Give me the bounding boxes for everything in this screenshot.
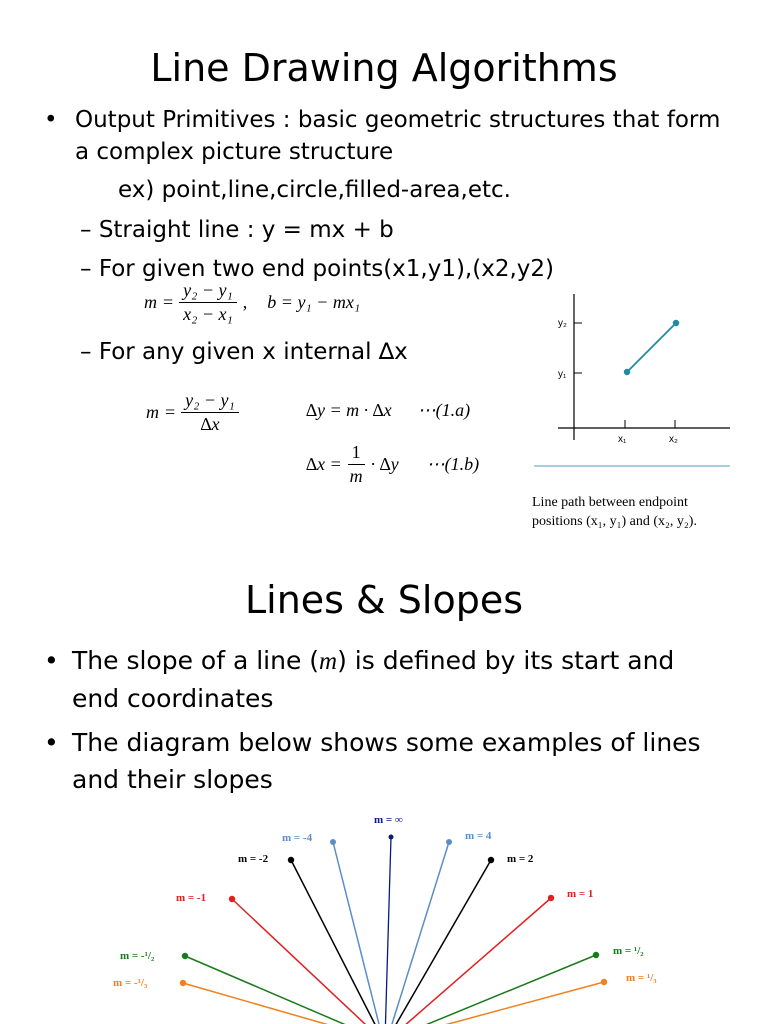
endpoint-neg-half xyxy=(182,953,188,959)
slope-line-neg-half xyxy=(185,956,381,1024)
slope-line-pos-third xyxy=(389,982,604,1024)
label-pos-third: m = ¹/₃ xyxy=(626,972,657,984)
bullet-output-primitives xyxy=(44,104,744,168)
example-text: ex) point,line,circle,filled-area,etc. xyxy=(118,177,511,203)
dash: – xyxy=(80,217,92,243)
endpoint-neg1 xyxy=(229,896,235,902)
eq-fraction xyxy=(346,442,367,487)
eq-m: m xyxy=(146,402,159,422)
bullet-dot: • xyxy=(44,728,59,757)
slope-line-neg2 xyxy=(291,860,383,1024)
tick-y2-label: y₂ xyxy=(558,318,567,329)
bullet-text-line2: a complex picture structure xyxy=(75,139,394,165)
sub-bullet-delta-x xyxy=(80,336,408,368)
bullet-line2: and their slopes xyxy=(72,765,273,794)
label-neg-half: m = -¹/₂ xyxy=(120,950,155,962)
eq-denominator: m xyxy=(349,466,363,486)
eq-denominator: x₂ − x₁ xyxy=(183,304,233,324)
equation-slope-endpoints xyxy=(144,280,360,325)
figure-caption xyxy=(532,493,697,531)
eq-numerator: y₂ − y₁ xyxy=(181,390,239,413)
slope-line-pos4 xyxy=(387,842,449,1024)
slope-line-pos-half xyxy=(389,955,596,1024)
label-neg-third: m = -¹/₃ xyxy=(113,977,148,989)
equation-1b xyxy=(306,442,479,487)
tick-x1-label: x₁ xyxy=(618,434,627,445)
eq-m: m xyxy=(144,292,157,312)
label-pos1: m = 1 xyxy=(567,888,594,900)
endpoint-inf xyxy=(389,835,394,840)
line-path-figure xyxy=(530,290,740,470)
slide1-title: Line Drawing Algorithms xyxy=(150,46,618,90)
endpoint-pos2 xyxy=(488,857,494,863)
label-pos4: m = 4 xyxy=(465,830,492,842)
bullet-dot: • xyxy=(44,646,59,675)
endpoint-neg4 xyxy=(330,839,336,845)
bullet-line1: The diagram below shows some examples of lines xyxy=(72,728,701,757)
endpoint-2 xyxy=(673,320,679,326)
equation-1a xyxy=(306,400,470,421)
bullet-dot: • xyxy=(44,107,58,133)
sub-bullet-text: Straight line : y = mx + b xyxy=(98,217,394,243)
endpoint-pos-third xyxy=(601,979,607,985)
eq-ref: ⋯(1.b) xyxy=(426,454,480,474)
label-neg4: m = -4 xyxy=(282,832,313,844)
caption-line2: positions (x₁, y₁) and (x₂, y₂). xyxy=(532,514,697,529)
sub-bullet-text: For any given x internal ∆x xyxy=(98,339,408,365)
eq-equals: = xyxy=(165,402,176,422)
dash: – xyxy=(80,339,92,365)
text-post: ) is defined by its start and xyxy=(337,646,675,675)
endpoint-pos-half xyxy=(593,952,599,958)
endpoint-pos1 xyxy=(548,895,554,901)
tick-y1-label: y₁ xyxy=(558,369,567,380)
slope-line-neg-third xyxy=(183,983,381,1024)
endpoint-pos4 xyxy=(446,839,452,845)
eq-numerator: y₂ − y₁ xyxy=(179,280,237,303)
bullet-text-line1: Output Primitives : basic geometric structures that form xyxy=(75,107,721,133)
tick-x2-label: x₂ xyxy=(669,434,678,445)
sub-bullet-straight-line xyxy=(80,214,394,246)
slopes-diagram xyxy=(0,800,768,1024)
line-path xyxy=(627,323,676,372)
eq-numerator: 1 xyxy=(348,442,365,465)
bullet-slope-definition xyxy=(44,642,744,717)
eq-denominator: ∆x xyxy=(200,414,220,434)
equation-slope-delta xyxy=(146,390,239,435)
label-pos2: m = 2 xyxy=(507,853,534,865)
label-inf: m = ∞ xyxy=(374,814,403,826)
eq-expr: ∆y = m · ∆x xyxy=(306,400,392,420)
label-neg2: m = -2 xyxy=(238,853,269,865)
slope-line-pos2 xyxy=(387,860,491,1024)
dash: – xyxy=(80,256,92,282)
eq-fraction xyxy=(179,280,237,325)
eq-lhs: ∆x = xyxy=(306,454,342,474)
bullet-line1 xyxy=(72,642,744,680)
eq-comma: , xyxy=(242,292,248,312)
eq-rhs: · ∆y xyxy=(370,454,399,474)
eq-intercept: b = y₁ − mx₁ xyxy=(267,292,361,312)
endpoint-1 xyxy=(624,369,630,375)
slide2-title: Lines & Slopes xyxy=(244,578,523,622)
eq-ref: ⋯(1.a) xyxy=(417,400,471,420)
text-pre: The slope of a line ( xyxy=(72,646,320,675)
slope-line-inf xyxy=(385,837,391,1024)
eq-equals: = xyxy=(163,292,174,312)
sub-bullet-text: For given two end points(x1,y1),(x2,y2) xyxy=(98,256,554,282)
slope-line-neg1 xyxy=(232,899,382,1024)
caption-line1: Line path between endpoint xyxy=(532,495,688,510)
bullet-line2: end coordinates xyxy=(72,684,274,713)
endpoint-neg2 xyxy=(288,857,294,863)
endpoint-neg-third xyxy=(180,980,186,986)
label-neg1: m = -1 xyxy=(176,892,207,904)
bullet-diagram-examples xyxy=(44,724,744,798)
text-m: m xyxy=(319,648,338,675)
slope-lines xyxy=(183,837,604,1024)
label-pos-half: m = ¹/₂ xyxy=(613,945,644,957)
eq-fraction xyxy=(181,390,239,435)
slope-line-neg4 xyxy=(333,842,383,1024)
